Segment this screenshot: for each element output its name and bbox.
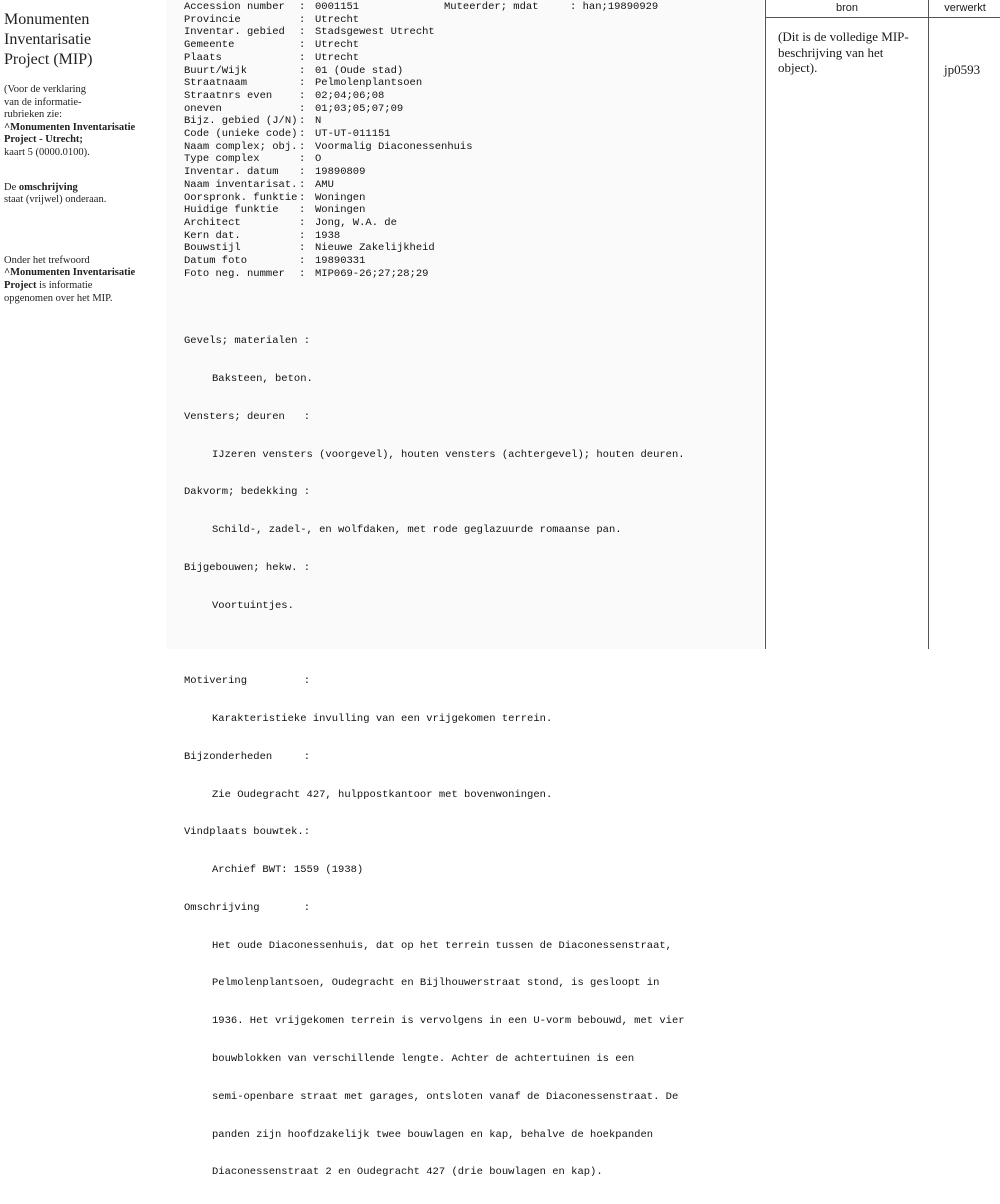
field-value: Pelmolenplantsoen (315, 77, 423, 90)
description-note: De omschrijving staat (vrijwel) onderaan. (4, 181, 107, 206)
keyword-link[interactable]: ^Monumenten Inventarisatie (4, 267, 136, 279)
field-separator: : (299, 242, 306, 255)
field-value: 01 (Oude stad) (315, 64, 404, 77)
record-body: Gevels; materialen : Baksteen, beton. Vensters; deuren : IJzeren vensters (voorgevel), houten vensters (achtergevel); houten deuren. Dakvorm; bedekking : Schild-, zadel-, en wolfdaken, met rode geglazuurde romaanse pan. Bijgebouwen; hekw. : Voortuintjes. Motivering : Karakteristieke invulling van een vrijgekomen terrein. Bijzonderheden : Zie Oudegracht 427, hulppostkantoor met bovenwoningen. Vindplaats bouwtek.: Archief BWT: 1559 (1938) Omschrijving : Het oude Diaconessenhuis, dat op het terrein tussen de Diaconessenstraat, Pelmolenplantsoen, Oudegracht en Bijlhouwerstraat stond, is gesloopt in 1936. Het vrijgekomen terrein is vervolgens in een U-vorm bebouwd, met vier bouwblokken van verschillende lengte. Achter de achtertuinen is een semi-openbare straat met garages, ontsloten vanaf de Diaconessenstraat. De panden zijn hoofdzakelijk twee bouwlagen en kap, behalve de hoekpanden Diaconessenstraat 2 en Oudegracht 427 (drie bouwlagen en kap). (184, 335, 685, 1179)
reference-link[interactable]: ^Monumenten Inventarisatie (4, 121, 136, 133)
field-value: MIP069-26;27;28;29 (315, 267, 429, 280)
field-separator: : (299, 267, 306, 280)
record-fields (184, 1, 473, 280)
field-value: Voormalig Diaconessenhuis (315, 140, 473, 153)
column-header-verwerkt: verwerkt (944, 2, 986, 14)
field-label: Type complex (184, 153, 260, 166)
field-label: Inventar. gebied (184, 26, 285, 39)
field-label: Architect (184, 216, 241, 229)
field-label: Naam complex; obj. (184, 140, 298, 153)
field-label: Provincie (184, 13, 241, 26)
field-separator: : (299, 153, 306, 166)
record-field-row (184, 77, 473, 90)
legend-note: (Voor de verklaring van de informatie- rubrieken zie: ^Monumenten Inventarisatie Project - Utrecht; kaart 5 (0000.0100). (4, 84, 164, 160)
record-field-row (184, 65, 473, 78)
field-separator: : (299, 191, 306, 204)
field-value: 02;04;06;08 (315, 89, 385, 102)
field-separator: : (299, 26, 306, 39)
field-label: Datum foto (184, 255, 248, 268)
field-value: 19890809 (315, 166, 366, 179)
field-separator: : (299, 166, 306, 179)
source-table (765, 0, 1000, 649)
record-field-row (184, 39, 473, 52)
record-field-row (184, 268, 473, 281)
field-label: Accession number (184, 1, 285, 13)
field-label: Huidige funktie (184, 204, 279, 217)
record-field-row (184, 141, 473, 154)
field-value: N (315, 115, 322, 128)
field-value: Utrecht (315, 13, 360, 26)
field-label: Buurt/Wijk (184, 64, 248, 77)
field-value: Woningen (315, 204, 366, 217)
field-label: Kern dat. (184, 229, 241, 242)
field-value: 01;03;05;07;09 (315, 102, 404, 115)
record-field-row (184, 26, 473, 39)
record-field-row (184, 115, 473, 128)
field-separator: : (299, 115, 306, 128)
field-label: Straatnrs even (184, 89, 273, 102)
field-value: AMU (315, 178, 334, 191)
field-label: Straatnaam (184, 77, 248, 90)
field-separator: : (299, 140, 306, 153)
field-separator: : (299, 204, 306, 217)
field-value: O (315, 153, 322, 166)
record-field-row (184, 242, 473, 255)
field-label: Foto neg. nummer (184, 267, 285, 280)
field-value: Woningen (315, 191, 366, 204)
field-label: Oorspronk. funktie (184, 191, 298, 204)
left-margin (4, 10, 164, 305)
field-label: oneven (184, 102, 222, 115)
record-field-row (184, 255, 473, 268)
field-value: UT-UT-011151 (315, 128, 391, 141)
page-title: Monumenten Inventarisatie Project (MIP) (4, 11, 93, 68)
field-value: 1938 (315, 229, 341, 242)
record-field-row (184, 230, 473, 243)
field-separator: : (299, 216, 306, 229)
field-label: Bouwstijl (184, 242, 241, 255)
record-field-row (184, 192, 473, 205)
field-separator: : (299, 1, 306, 13)
record-field-row (184, 52, 473, 65)
record-field-row (184, 103, 473, 116)
record-field-row (184, 14, 473, 27)
verwerkt-cell: jp0593 (944, 62, 981, 77)
field-label: Gemeente (184, 39, 235, 52)
field-value: Jong, W.A. de (315, 216, 397, 229)
record-field-row (184, 166, 473, 179)
column-header-bron: bron (835, 2, 859, 14)
field-separator: : (299, 13, 306, 26)
record-field-row (184, 204, 473, 217)
record-field-row (184, 153, 473, 166)
table-header (766, 0, 1000, 18)
field-separator: : (299, 64, 306, 77)
scanned-record (166, 0, 763, 1179)
field-separator: : (299, 39, 306, 52)
field-separator: : (299, 102, 306, 115)
field-label: Inventar. datum (184, 166, 279, 179)
keyword-note: Onder het trefwoord ^Monumenten Inventarisatie Project is informatie opgenomen over het MIP. (4, 255, 164, 305)
muteerder-field: Muteerder; mdat : han;19890929 (444, 1, 659, 13)
record-field-row (184, 90, 473, 103)
field-label: Plaats (184, 51, 222, 64)
record-field-row (184, 1, 473, 14)
field-value: Utrecht (315, 39, 360, 52)
field-value: Utrecht (315, 51, 360, 64)
field-separator: : (299, 89, 306, 102)
record-field-row (184, 128, 473, 141)
record-field-row (184, 217, 473, 230)
field-separator: : (299, 178, 306, 191)
field-separator: : (299, 128, 306, 141)
bron-cell: (Dit is de volledige MIP-beschrijving van het object). (778, 29, 909, 75)
field-separator: : (299, 229, 306, 242)
field-value: 0001151 (315, 1, 360, 13)
column-divider (928, 0, 929, 649)
field-separator: : (299, 51, 306, 64)
field-label: Naam inventarisat. (184, 178, 298, 191)
field-value: Stadsgewest Utrecht (315, 26, 435, 39)
field-separator: : (299, 77, 306, 90)
field-value: Nieuwe Zakelijkheid (315, 242, 435, 255)
field-separator: : (299, 255, 306, 268)
record-field-row (184, 179, 473, 192)
field-value: 19890331 (315, 255, 366, 268)
field-label: Code (unieke code) (184, 128, 298, 141)
field-label: Bijz. gebied (J/N) (184, 115, 298, 128)
